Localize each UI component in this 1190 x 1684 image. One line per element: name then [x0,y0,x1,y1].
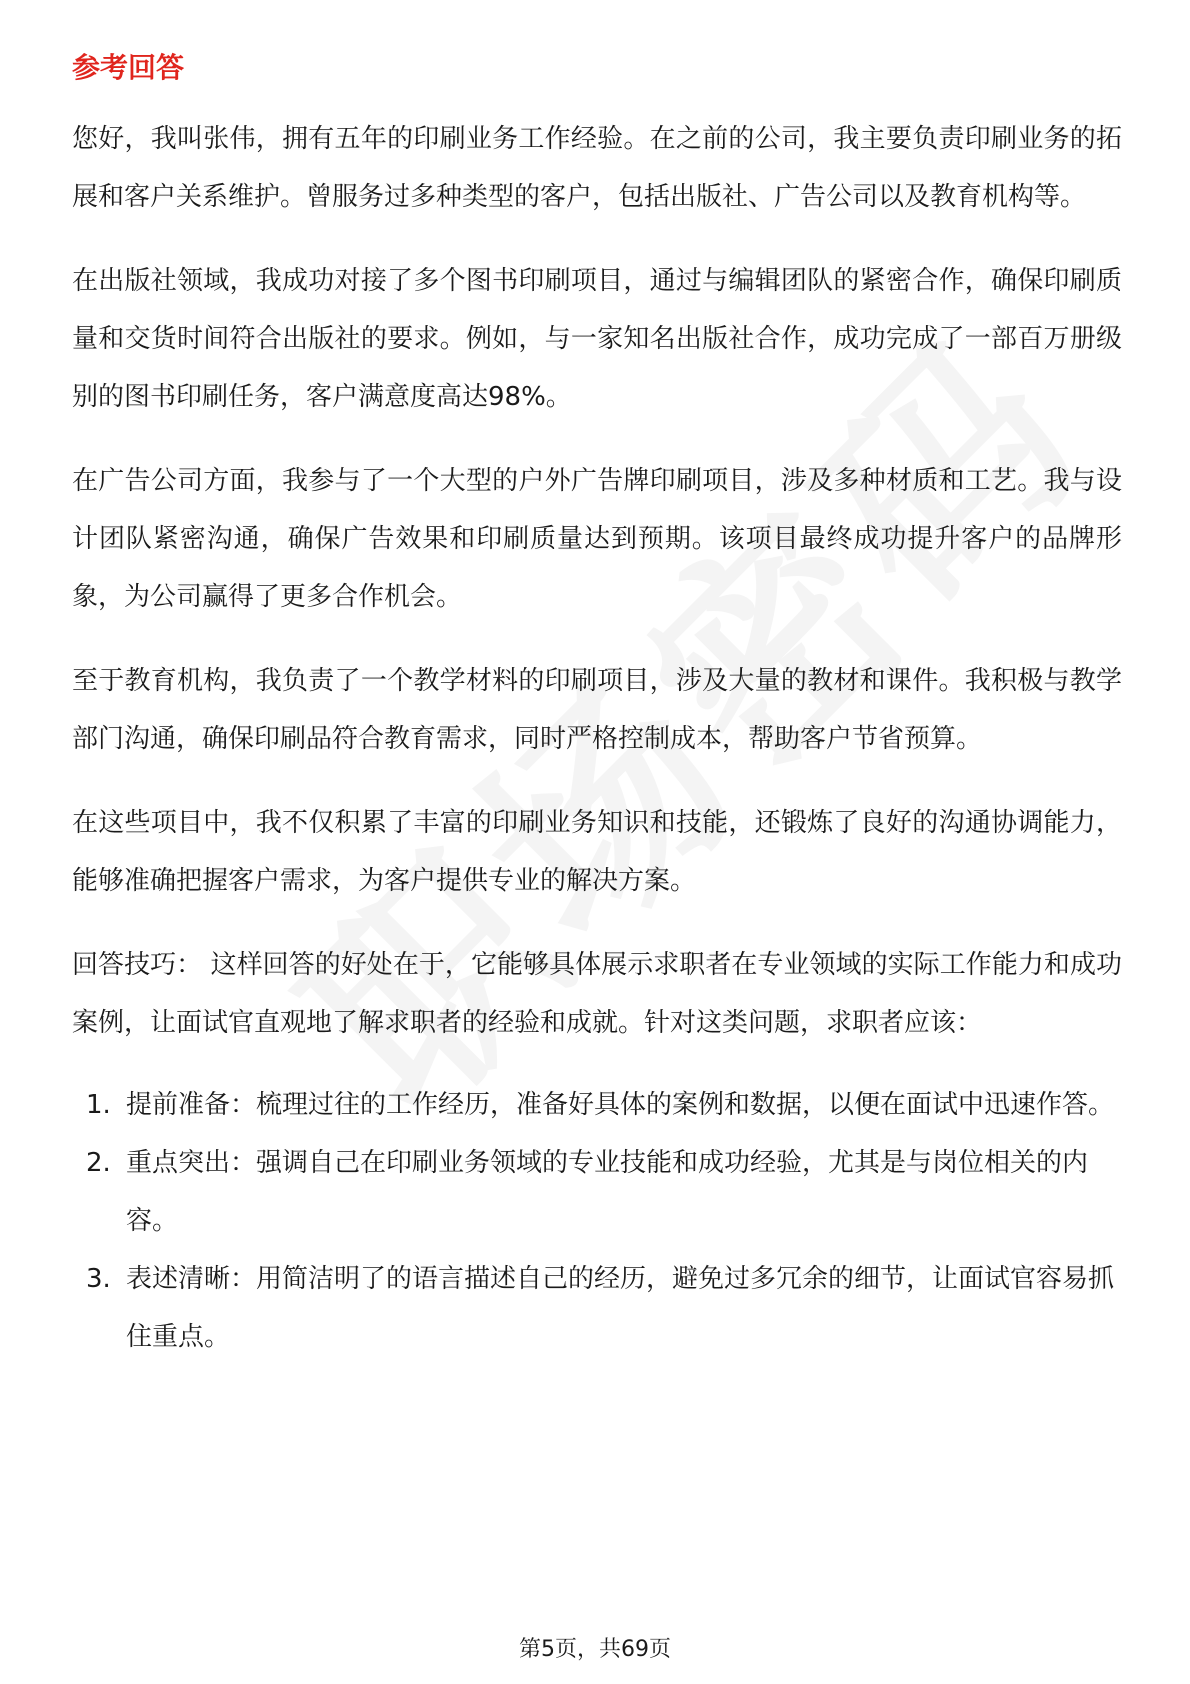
paragraph-publisher: 在出版社领域，我成功对接了多个图书印刷项目，通过与编辑团队的紧密合作，确保印刷质量和交货时间符合出版社的要求。例如，与一家知名出版社合作，成功完成了一部百万册级别的图书印刷任务，客户满意度高达98%。 [72,266,1122,412]
page-number-footer: 第5页，共69页 [519,1637,671,1662]
paragraph-advertising: 在广告公司方面，我参与了一个大型的户外广告牌印刷项目，涉及多种材质和工艺。我与设计团队紧密沟通，确保广告效果和印刷质量达到预期。该项目最终成功提升客户的品牌形象，为公司赢得了更多合作机会。 [72,466,1122,612]
list-item-text: 重点突出：强调自己在印刷业务领域的专业技能和成功经验，尤其是与岗位相关的内容。 [126,1148,1089,1236]
list-item-text: 表述清晰：用简洁明了的语言描述自己的经历，避免过多冗余的细节，让面试官容易抓住重点。 [126,1264,1115,1352]
list-item-number: 2. [86,1148,111,1178]
list-item [72,1250,1122,1366]
tips-list [72,1076,1122,1366]
list-item [72,1134,1122,1250]
section-heading: 参考回答 [72,51,185,84]
page-content [72,48,1122,1366]
list-item [72,1076,1122,1134]
paragraph-summary: 在这些项目中，我不仅积累了丰富的印刷业务知识和技能，还锻炼了良好的沟通协调能力，能够准确把握客户需求，为客户提供专业的解决方案。 [72,808,1122,896]
list-item-number: 3. [86,1264,111,1294]
paragraph-education: 至于教育机构，我负责了一个教学材料的印刷项目，涉及大量的教材和课件。我积极与教学部门沟通，确保印刷品符合教育需求，同时严格控制成本，帮助客户节省预算。 [72,666,1122,754]
tips-intro: 回答技巧： 这样回答的好处在于，它能够具体展示求职者在专业领域的实际工作能力和成功案例，让面试官直观地了解求职者的经验和成就。针对这类问题，求职者应该： [72,950,1122,1038]
list-item-text: 提前准备：梳理过往的工作经历，准备好具体的案例和数据，以便在面试中迅速作答。 [126,1090,1115,1120]
list-item-number: 1. [86,1090,111,1120]
paragraph-intro: 您好，我叫张伟，拥有五年的印刷业务工作经验。在之前的公司，我主要负责印刷业务的拓展和客户关系维护。曾服务过多种类型的客户，包括出版社、广告公司以及教育机构等。 [72,124,1122,212]
